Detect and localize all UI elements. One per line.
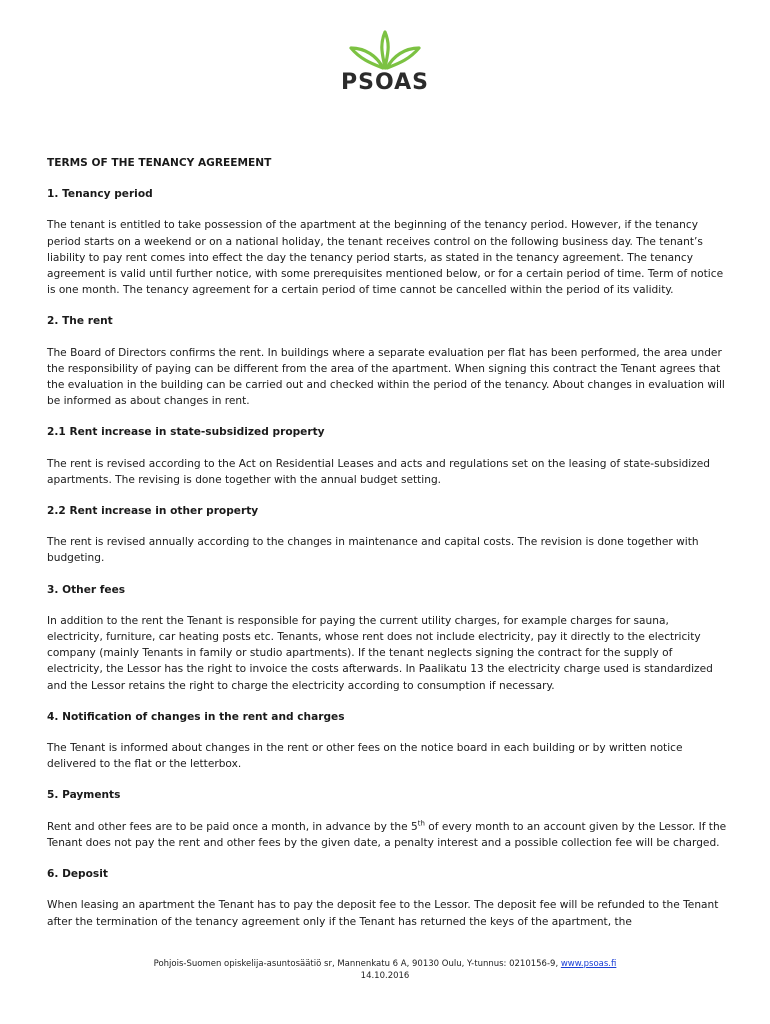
section-heading: 2.1 Rent increase in state-subsidized property <box>47 426 325 439</box>
footer-date: 14.10.2016 <box>360 971 410 981</box>
logo <box>0 28 770 95</box>
section-paragraph: The Board of Directors confirms the rent. In buildings where a separate evaluation per flat has been performed, the area under the responsibility of paying can be different from the area of the apartment. When signing this contract the Tenant agrees that the evaluation in the building can be carried out and checked within the period of the tenancy. About changes in evaluation will be informed as about changes in rent. <box>47 346 725 408</box>
section-paragraph: The Tenant is informed about changes in the rent or other fees on the notice board in each building or by written notice delivered to the flat or the letterbox. <box>47 742 683 771</box>
deposit-paragraph: When leasing an apartment the Tenant has to pay the deposit fee to the Lessor. The deposit fee will be refunded to the Tenant after the termination of the tenancy agreement only if the Tenant has returned the keys of the apartment, the <box>47 899 719 928</box>
document-title: TERMS OF THE TENANCY AGREEMENT <box>47 157 272 169</box>
payments-paragraph <box>47 819 727 851</box>
section-paragraph: The rent is revised according to the Act on Residential Leases and acts and regulations set on the leasing of state-subsidized apartments. The revising is done together with the annual budget setting. <box>47 457 710 486</box>
section-paragraph: In addition to the rent the Tenant is responsible for paying the current utility charges, for example charges for sauna, electricity, furniture, car heating posts etc. Tenants, whose rent does not include electricity, pay it directly to the electricity company (mainly Tenants in family or studio apartments). If the tenant neglects signing the contract for the supply of electricity, the Lessor has the right to invoice the costs afterwards. In Paalikatu 13 the electricity charge used is standardized and the Lessor retains the right to charge the electricity according to consumption if necessary. <box>47 614 713 692</box>
section-paragraph: The tenant is entitled to take possession of the apartment at the beginning of the tenancy period. However, if the tenancy period starts on a weekend or on a national holiday, the tenant receives control on the following business day. The tenant’s liability to pay rent comes into effect the day the tenancy period starts, as stated in the tenancy agreement. The tenancy agreement is valid until further notice, with some prerequisites mentioned below, or for a certain period of time. Term of notice is one month. The tenancy agreement for a certain period of time cannot be cancelled within the period of its validity. <box>47 219 724 297</box>
section-heading: 1. Tenancy period <box>47 188 153 201</box>
document-body <box>47 155 727 945</box>
payments-text-start: Rent and other fees are to be paid once a month, in advance by the 5 <box>47 820 418 833</box>
leaf-sprout-icon <box>345 28 425 72</box>
footer-address: Pohjois-Suomen opiskelija-asuntosäätiö sr, Mannenkatu 6 A, 90130 Oulu, Y-tunnus: 0210156-9, <box>153 959 561 969</box>
section-heading: 3. Other fees <box>47 583 126 596</box>
payments-text-end: of every month to an account given by the Lessor. If the Tenant does not pay the rent and other fees by the given date, a penalty interest and a possible collection fee will be charged. <box>47 820 727 849</box>
ordinal-superscript: th <box>417 819 425 828</box>
logo-wordmark: PSOAS <box>341 70 429 95</box>
page-footer <box>0 958 770 982</box>
website-link[interactable]: www.psoas.fi <box>560 959 617 969</box>
section-heading-payments: 5. Payments <box>47 789 121 802</box>
section-paragraph: The rent is revised annually according to the changes in maintenance and capital costs. The revision is done together with budgeting. <box>47 536 699 565</box>
section-heading: 2.2 Rent increase in other property <box>47 505 259 518</box>
section-heading-deposit: 6. Deposit <box>47 868 108 881</box>
section-heading: 4. Notification of changes in the rent and charges <box>47 710 345 723</box>
section-heading: 2. The rent <box>47 315 113 328</box>
footer-address-line <box>0 958 770 970</box>
